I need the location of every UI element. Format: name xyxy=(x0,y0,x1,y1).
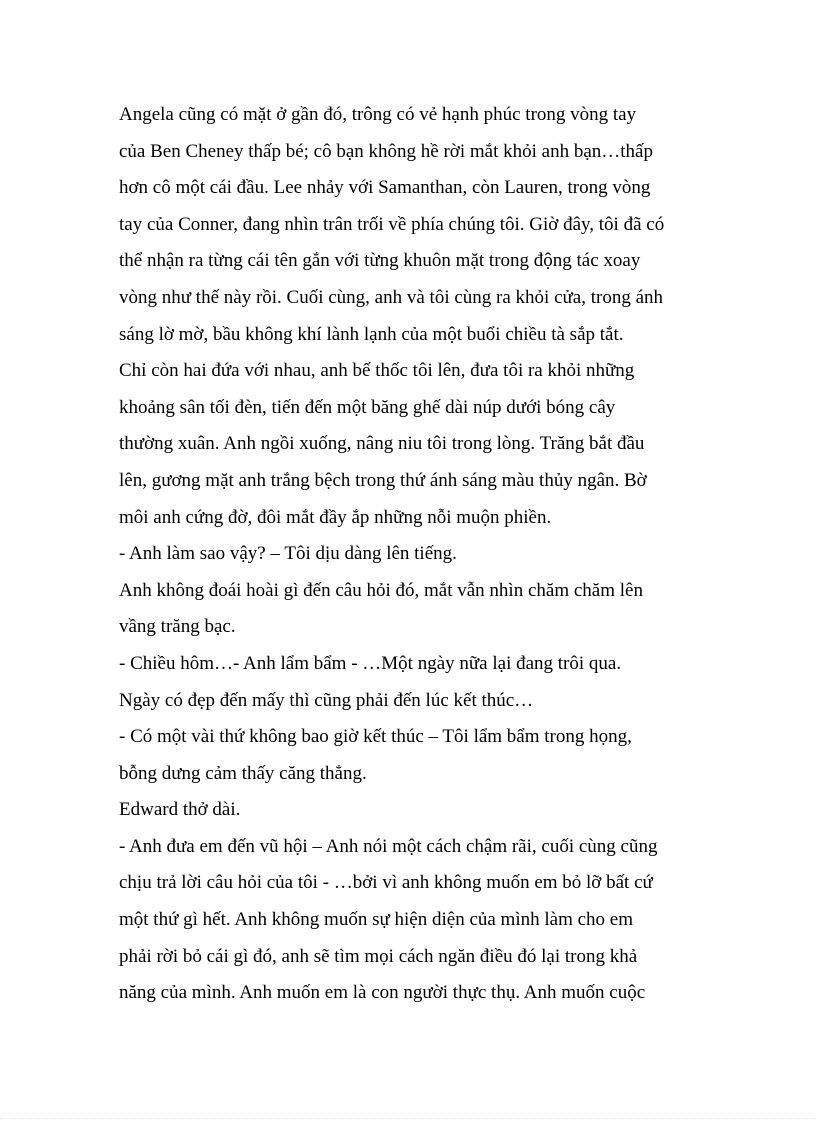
text-line: - Anh làm sao vậy? – Tôi dịu dàng lên tiếng. xyxy=(119,543,457,565)
text-line: phải rời bỏ cái gì đó, anh sẽ tìm mọi cách ngăn điều đó lại trong khả xyxy=(119,945,638,967)
text-line: vầng trăng bạc. xyxy=(119,616,236,638)
text-line: chịu trả lời câu hỏi của tôi - …bởi vì anh không muốn em bỏ lỡ bất cứ xyxy=(119,872,653,894)
text-line: thể nhận ra từng cái tên gắn với từng khuôn mặt trong động tác xoay xyxy=(119,250,641,272)
text-line: lên, gương mặt anh trắng bệch trong thứ ánh sáng màu thủy ngân. Bờ xyxy=(119,469,647,491)
body-text xyxy=(119,97,719,1012)
text-line: Chỉ còn hai đứa với nhau, anh bế thốc tôi lên, đưa tôi ra khỏi những xyxy=(119,360,635,382)
page-bottom-divider xyxy=(0,1118,816,1119)
text-line: khoảng sân tối đèn, tiến đến một băng ghế dài núp dưới bóng cây xyxy=(119,396,616,418)
text-line: năng của mình. Anh muốn em là con người thực thụ. Anh muốn cuộc xyxy=(119,982,646,1004)
text-line: - Có một vài thứ không bao giờ kết thúc – Tôi lẩm bẩm trong họng, xyxy=(119,726,632,748)
text-line: môi anh cứng đờ, đôi mắt đầy ắp những nỗi muộn phiền. xyxy=(119,506,552,528)
text-line: sáng lờ mờ, bầu không khí lành lạnh của một buổi chiều tà sắp tắt. xyxy=(119,323,624,345)
text-line: Anh không đoái hoài gì đến câu hỏi đó, mắt vẫn nhìn chăm chăm lên xyxy=(119,579,643,601)
text-line: Edward thở dài. xyxy=(119,799,241,821)
text-line: hơn cô một cái đầu. Lee nhảy với Samanthan, còn Lauren, trong vòng xyxy=(119,177,651,199)
text-line: thường xuân. Anh ngồi xuống, nâng niu tôi trong lòng. Trăng bắt đầu xyxy=(119,433,645,455)
text-line: của Ben Cheney thấp bé; cô bạn không hề rời mắt khỏi anh bạn…thấp xyxy=(119,140,653,162)
text-line: - Chiều hôm…- Anh lẩm bẩm - …Một ngày nữa lại đang trôi qua. xyxy=(119,652,622,674)
text-line: vòng như thế này rồi. Cuối cùng, anh và tôi cùng ra khỏi cửa, trong ánh xyxy=(119,286,664,308)
text-line: một thứ gì hết. Anh không muốn sự hiện diện của mình làm cho em xyxy=(119,909,634,931)
text-line: tay của Conner, đang nhìn trân trối về phía chúng tôi. Giờ đây, tôi đã có xyxy=(119,213,665,235)
text-line: Angela cũng có mặt ở gần đó, trông có vẻ hạnh phúc trong vòng tay xyxy=(119,104,637,125)
text-line: - Anh đưa em đến vũ hội – Anh nói một cách chậm rãi, cuối cùng cũng xyxy=(119,835,658,857)
text-line: Ngày có đẹp đến mấy thì cũng phải đến lúc kết thúc… xyxy=(119,689,534,711)
text-line: bỗng dưng cảm thấy căng thẳng. xyxy=(119,762,367,784)
